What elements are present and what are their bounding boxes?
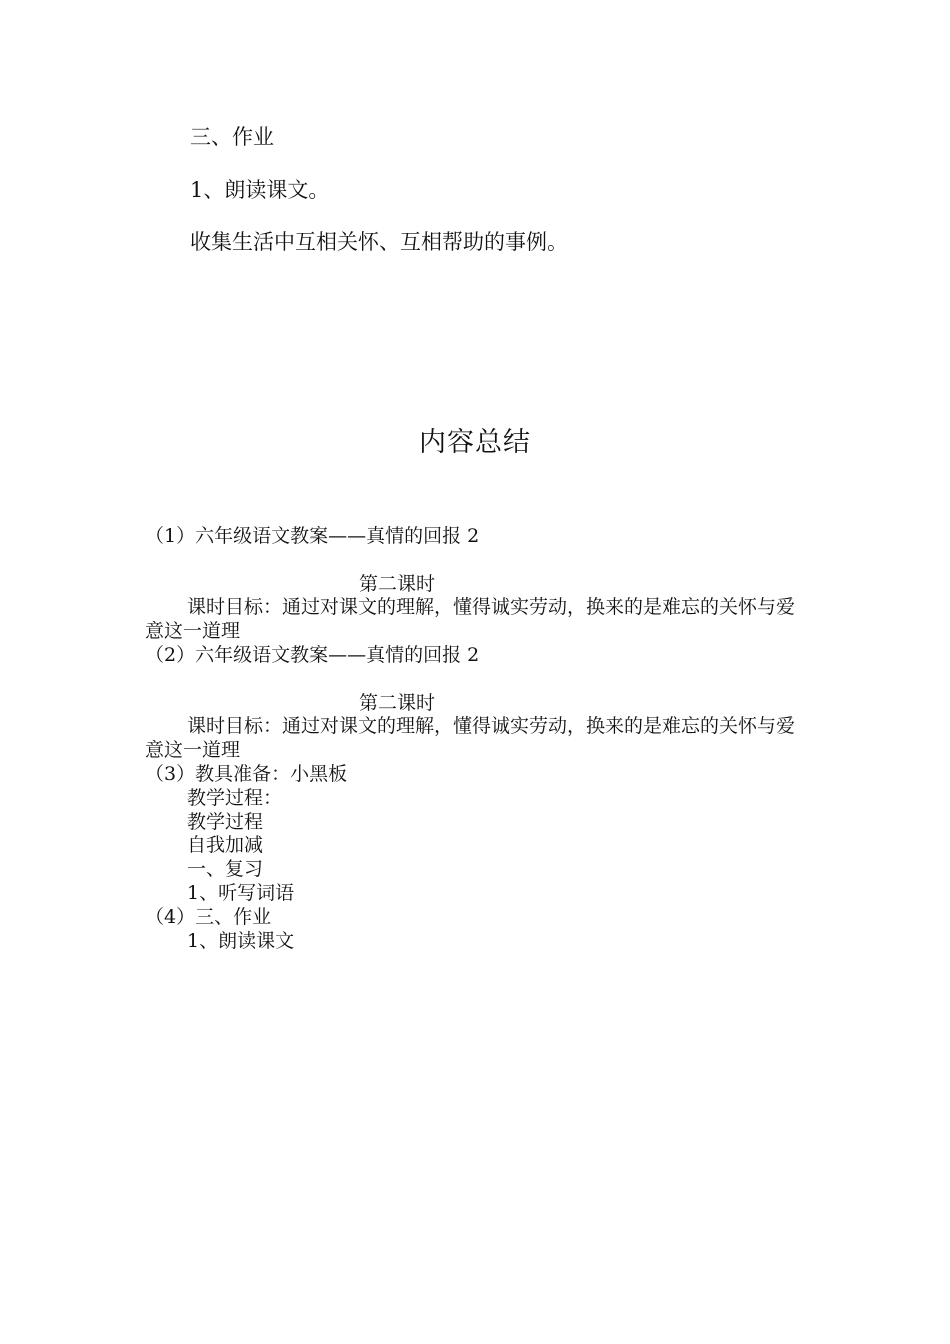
- summary-entry-1-goal: 课时目标：通过对课文的理解，懂得诚实劳动，换来的是难忘的关怀与爱意这一道理: [145, 596, 796, 643]
- summary-entry-2-title: （2）六年级语文教案——真情的回报 2: [145, 643, 480, 666]
- summary-entry-3-line: 教学过程: [187, 810, 264, 833]
- homework-heading: 三、作业: [190, 125, 274, 149]
- summary-entry-3-line: 教学过程：: [187, 786, 283, 809]
- homework-item-collect: 收集生活中互相关怀、互相帮助的事例。: [190, 230, 568, 254]
- summary-title: 内容总结: [419, 427, 531, 458]
- summary-content: [145, 525, 805, 953]
- summary-entry-4-title: （4）三、作业: [145, 905, 272, 928]
- spacer: [145, 668, 805, 692]
- summary-entry-3-line: 一、复习: [187, 858, 264, 881]
- summary-entry-3-line: 自我加减: [187, 834, 264, 857]
- summary-entry-2-goal: 课时目标：通过对课文的理解，懂得诚实劳动，换来的是难忘的关怀与爱意这一道理: [145, 715, 796, 762]
- homework-item-reading: 1、朗读课文。: [190, 178, 330, 202]
- spacer: [145, 549, 805, 573]
- summary-entry-3-title: （3）教具准备：小黑板: [145, 762, 348, 785]
- summary-entry-2-subtitle: 第二课时: [359, 691, 436, 714]
- summary-entry-4-line: 1、朗读课文: [187, 929, 295, 952]
- summary-entry-1-title: （1）六年级语文教案——真情的回报 2: [145, 525, 480, 547]
- summary-entry-3-line: 1、听写词语: [187, 881, 295, 904]
- summary-entry-1-subtitle: 第二课时: [359, 572, 436, 595]
